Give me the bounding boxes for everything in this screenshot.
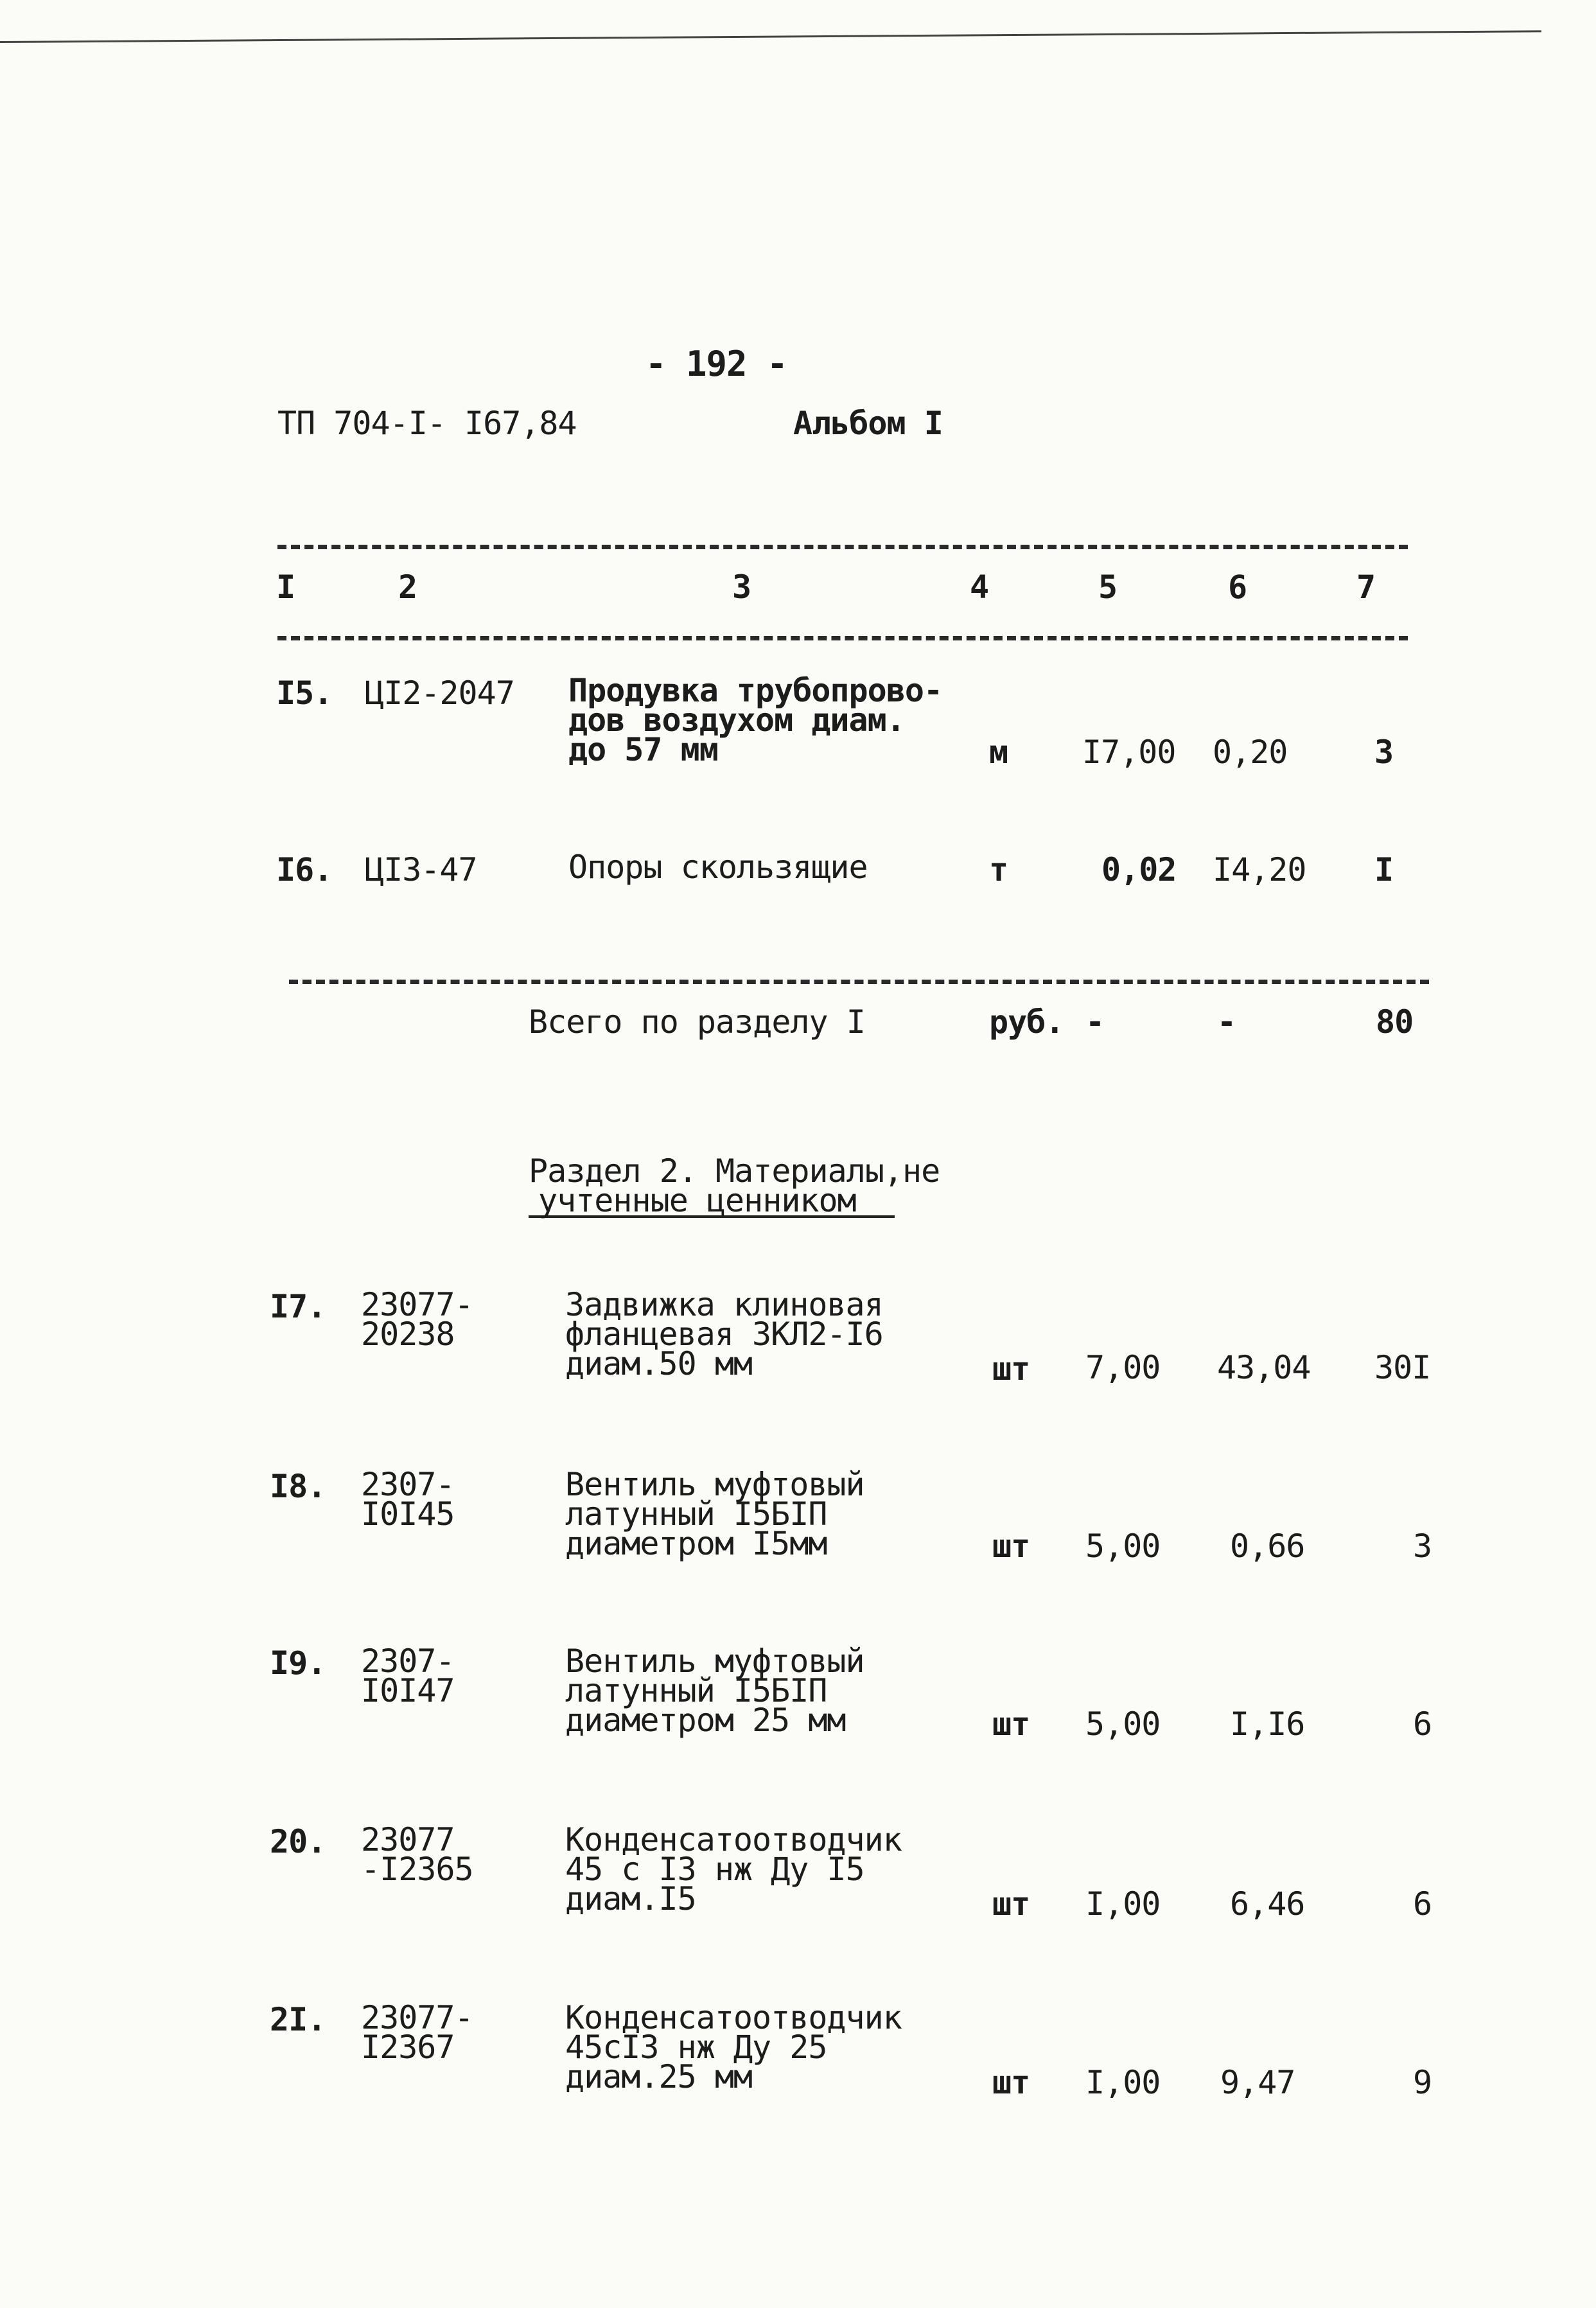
total: 6: [1413, 1885, 1432, 1923]
section-heading-line-1: Раздел 2. Материалы,не: [529, 1152, 940, 1190]
col-header-4: 4: [970, 568, 989, 606]
total: I: [1374, 851, 1394, 888]
row-number: I7.: [270, 1288, 326, 1325]
unit: шт: [992, 1705, 1030, 1743]
col-header-6: 6: [1228, 568, 1247, 606]
row-number: I5.: [276, 674, 333, 712]
total: 9: [1413, 2064, 1432, 2101]
quantity: 5,00: [1085, 1528, 1161, 1565]
unit-price: 6,46: [1230, 1885, 1305, 1923]
item-description: Опоры скользящие: [568, 849, 868, 886]
unit: шт: [992, 1528, 1030, 1565]
table-top-rule: [277, 545, 1408, 549]
section-heading-line-2: учтенные ценником: [529, 1186, 895, 1218]
quantity: 7,00: [1085, 1349, 1161, 1386]
col-header-5: 5: [1098, 568, 1118, 606]
subtotal-qty: -: [1085, 1003, 1105, 1041]
row-number: I8.: [270, 1468, 326, 1505]
top-rule: [0, 30, 1541, 43]
item-description: Продувка трубопрово- дов воздухом диам. до 57 мм: [568, 672, 943, 768]
price-code: 23077 -I2365: [361, 1821, 473, 1888]
unit: т: [989, 851, 1008, 888]
unit: шт: [992, 1350, 1030, 1387]
unit-price: 0,66: [1230, 1528, 1305, 1565]
item-description: Вентиль муфтовый латунный I5БIП диаметром I5мм: [565, 1466, 864, 1562]
price-code: ЦI3-47: [365, 851, 477, 888]
page-number: - 192 -: [645, 344, 787, 384]
unit: м: [989, 734, 1008, 771]
col-header-7: 7: [1356, 568, 1376, 606]
col-header-1: I: [276, 568, 295, 606]
section-heading: [529, 1152, 940, 1219]
quantity: 5,00: [1085, 1705, 1161, 1743]
subtotal-unit: руб.: [989, 1003, 1064, 1041]
unit-price: 43,04: [1217, 1349, 1311, 1386]
unit-price: I,I6: [1230, 1705, 1305, 1743]
header-bottom-rule: [277, 636, 1408, 640]
item-description: Вентиль муфтовый латунный I5БIП диаметром 25 мм: [565, 1643, 864, 1739]
row-number: 20.: [270, 1823, 326, 1860]
unit-price: 9,47: [1220, 2064, 1295, 2101]
row-number: I9.: [270, 1644, 326, 1682]
item-description: Конденсатоотводчик 45сI3 нж Ду 25 диам.25 мм: [565, 1999, 902, 2095]
row-number: 2I.: [270, 2001, 326, 2038]
col-header-2: 2: [398, 568, 417, 606]
subtotal-total: 80: [1376, 1003, 1414, 1041]
price-code: 23077- 20238: [361, 1286, 473, 1353]
price-code: 2307- I0I47: [361, 1643, 455, 1709]
section-divider: [289, 980, 1429, 984]
row-number: I6.: [276, 851, 333, 888]
quantity: I,00: [1085, 2064, 1161, 2101]
total: 3: [1374, 734, 1394, 771]
doc-code: ТП 704-I- I67,84: [277, 405, 577, 442]
total: 3: [1413, 1528, 1432, 1565]
unit-price: I4,20: [1213, 851, 1306, 888]
album-label: Альбом I: [793, 405, 943, 442]
quantity: 0,02: [1101, 851, 1177, 888]
unit: шт: [992, 1885, 1030, 1923]
item-description: Конденсатоотводчик 45 с I3 нж Ду I5 диам.I5: [565, 1821, 902, 1917]
col-header-3: 3: [732, 568, 751, 606]
unit-price: 0,20: [1213, 734, 1288, 771]
item-description: Задвижка клиновая фланцевая ЗКЛ2-I6 диам.50 мм: [565, 1286, 883, 1382]
total: 6: [1413, 1705, 1432, 1743]
quantity: I7,00: [1082, 734, 1176, 771]
quantity: I,00: [1085, 1885, 1161, 1923]
price-code: 2307- I0I45: [361, 1466, 455, 1533]
unit: шт: [992, 2064, 1030, 2101]
subtotal-label: Всего по разделу I: [529, 1003, 865, 1041]
price-code: ЦI2-2047: [365, 674, 514, 712]
total: 30I: [1374, 1349, 1431, 1386]
price-code: 23077- I2367: [361, 1999, 473, 2066]
subtotal-price: -: [1217, 1003, 1236, 1041]
